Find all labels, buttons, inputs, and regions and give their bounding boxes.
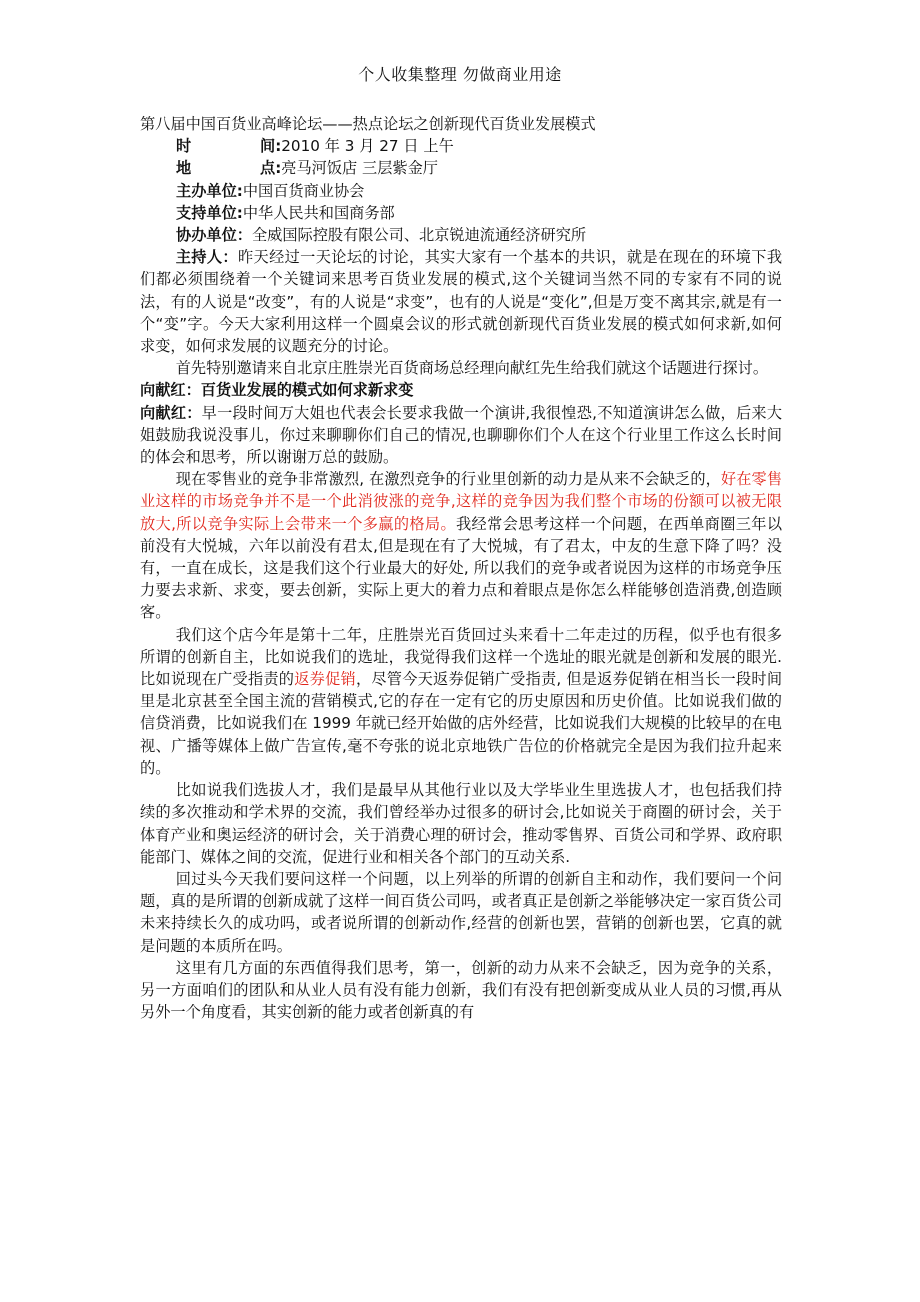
support-value: 中华人民共和国商务部 — [242, 203, 395, 222]
document-body — [140, 113, 782, 1023]
meta-support — [140, 202, 782, 224]
speaker-intro-paragraph — [140, 402, 782, 469]
meta-time — [140, 135, 782, 157]
competition-text-b: 我经常会思考这样一个问题，在西单商圈三年以前没有大悦城，六年以前没有君太,但是现在有了大悦城，有了君太，中友的生意下降了吗？没有，一直在成长，这是我们这个行业最大的好处, 所以我们的竞争或者说因为这样的市场竞争压力要去求新、求变，要去创新，实际上更大的着力点和着眼点是你怎么样能够创造消费,创造顾客。 — [140, 514, 783, 622]
co-organizer-value: 全威国际控股有限公司、北京锐迪流通经济研究所 — [251, 226, 587, 245]
time-label-2: 间: — [260, 137, 282, 156]
host-value: 中国百货商业协会 — [242, 181, 365, 200]
highlighted-text-multiwin: 好在零售业这样的市场竞争并不是一个此消彼涨的竞争,这样的竞争因为我们整个市场的份额可以被无限放大,所以竞争实际上会带来一个多赢的格局。 — [140, 470, 783, 533]
reflection-paragraph: 这里有几方面的东西值得我们思考，第一，创新的动力从来不会缺乏，因为竞争的关系，另一方面咱们的团队和从业人员有没有能力创新，我们有没有把创新变成从业人员的习惯,再从另外一个角度看，其实创新的能力或者创新真的有 — [140, 958, 782, 1022]
moderator-text: 昨天经过一天论坛的讨论，其实大家有一个基本的共识，就是在现在的环境下我们都必须围绕着一个关键词来思考百货业发展的模式,这个关键词当然不同的专家有不同的说法，有的人说是“改变”，有的人说是“求变”，也有的人说是“变化”,但是万变不离其宗,就是有一个“变”字。今天大家利用这样一个圆桌会议的形式就创新现代百货业发展的模式如何求新,如何求变，如何求发展的议题充分的讨论。 — [140, 248, 783, 356]
talent-paragraph: 比如说我们选拔人才，我们是最早从其他行业以及大学毕业生里选拔人才，也包括我们持续的多次推动和学术界的交流，我们曾经举办过很多的研讨会,比如说关于商圈的研讨会，关于体育产业和奥运经济的研讨会，关于消费心理的研讨会，推动零售界、百货公司和学界、政府职能部门、媒体之间的交流，促进行业和相关各个部门的互动关系. — [140, 781, 782, 866]
history-text-b: ，尽管今天返券促销广受指责, 但是返券促销在相当长一段时间里是北京甚至全国主流的营销模式,它的存在一定有它的历史原因和历史价值。比如说我们做的信贷消费，比如说我们在 1999 年就已经开始做的店外经营，比如说我们大规模的比较早的在电视、广播等媒体上做广告宣传,毫不夸张的说北京地铁广告位的价格就完全是因为我们拉升起来的。 — [140, 670, 783, 777]
question-paragraph: 回过头今天我们要问这样一个问题，以上列举的所谓的创新自主和动作，我们要问一个问题，真的是所谓的创新成就了这样一间百货公司吗，或者真正是创新之举能够决定一家百货公司未来持续长久的成功吗，或者说所谓的创新动作,经营的创新也罢，营销的创新也罢，它真的就是问题的本质所在吗。 — [140, 869, 782, 955]
moderator-paragraph — [140, 246, 782, 357]
place-label-1: 地 — [176, 159, 192, 178]
page-header: 个人收集整理 勿做商业用途 — [358, 65, 562, 84]
speaker-intro-text: 早一段时间万大姐也代表会长要求我做一个演讲,我很惶恐,不知道演讲怎么做，后来大姐鼓励我说没事儿，你过来聊聊你们自己的情况,也聊聊你们个人在这个行业里工作这么长时间的体会和思考，所以谢谢万总的鼓励。 — [140, 403, 783, 467]
meta-place — [140, 157, 782, 179]
competition-text-a: 现在零售业的竞争非常激烈, 在激烈竞争的行业里创新的动力是从来不会缺乏的， — [175, 470, 721, 489]
host-label: 主办单位: — [176, 181, 243, 200]
time-value: 2010 年 3 月 27 日 上午 — [281, 137, 454, 156]
meta-co-organizer — [140, 224, 782, 246]
history-paragraph — [140, 624, 782, 779]
co-organizer-label: 协办单位： — [176, 226, 252, 245]
invite-paragraph: 首先特别邀请来自北京庄胜崇光百货商场总经理向献红先生给我们就这个话题进行探讨。 — [175, 359, 769, 378]
speaker-label: 向献红： — [140, 403, 202, 422]
support-label: 支持单位: — [176, 203, 243, 222]
meta-host — [140, 180, 782, 202]
history-text-a: 我们这个店今年是第十二年，庄胜崇光百货回过头来看十二年走过的历程，似乎也有很多所谓的创新自主，比如说我们的选址，我觉得我们这样一个选址的眼光就是创新和发展的眼光.比如说现在广受指责的 — [140, 625, 782, 689]
section-title: 向献红：百货业发展的模式如何求新求变 — [140, 381, 414, 400]
place-label-2: 点: — [260, 159, 282, 178]
time-label-1: 时 — [176, 137, 192, 156]
document-title: 第八届中国百货业高峰论坛——热点论坛之创新现代百货业发展模式 — [140, 115, 596, 133]
place-value: 亮马河饭店 三层紫金厅 — [281, 159, 438, 178]
highlighted-text-coupon: 返券促销 — [294, 670, 356, 689]
competition-paragraph — [140, 468, 782, 623]
moderator-label: 主持人： — [175, 248, 238, 267]
